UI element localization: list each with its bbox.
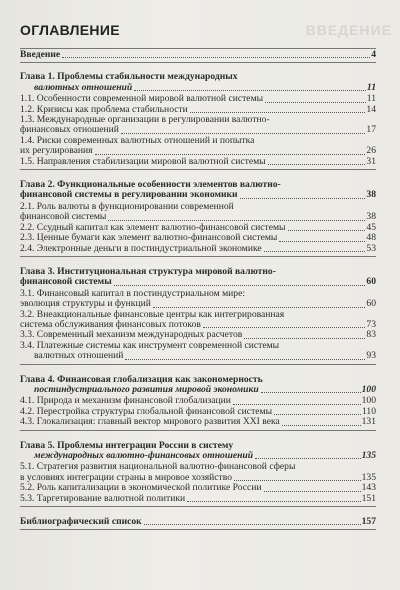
toc-page-number: 151 [361,492,376,504]
chapter-title-text: финансовой системы в регулировании экономики [20,189,238,201]
dot-leader [282,425,361,426]
toc-page-number: 83 [366,329,376,341]
toc-page-number: 60 [366,298,376,310]
dot-leader [203,327,365,328]
toc-entry [20,494,376,504]
toc-entry-label: 5.3. Таргетирование валютной политики [20,492,186,504]
toc-page-number: 11 [366,81,376,93]
chapter-heading [20,72,376,93]
toc-entry-label: 1.5. Направления стабилизации мировой валютной системы [20,155,266,167]
dot-leader [265,102,366,103]
toc-entry-label: 3.2. Внеакциональные финансовые центры как интегрированная [20,308,285,320]
toc-entry-label: 2.3. Ценные бумаги как элемент валютно-финансовой системы [20,232,278,244]
toc-entry [20,417,376,427]
toc-entry-bibliography [20,517,376,527]
toc-entry-label: 2.1. Роль валюты в функционировании современной [20,200,234,212]
dot-leader [255,458,361,459]
toc-entry [20,157,376,167]
dot-leader [234,480,361,481]
toc-entry-label: 3.1. Финансовый капитал в постиндустриальном мире: [20,287,245,299]
toc-page-number: 26 [366,145,376,157]
dot-leader [233,404,361,405]
chapter-title-text: международных валютно-финансовых отношений [34,450,254,461]
toc-intro-section [20,48,376,63]
toc-entry-label: 5.2. Роль капитализации в экономической политике России [20,482,262,494]
toc-entry [20,351,376,361]
dot-leader [268,164,366,165]
toc-page-number: 110 [361,405,376,417]
toc-chapter-5 [20,441,376,507]
dot-leader [121,133,365,134]
toc-entry-label: их регулирования [20,145,93,157]
toc-entry-label: Библиографический список [20,516,142,528]
dot-leader [244,338,365,339]
chapter-title-text: валютных отношений [34,81,133,93]
toc-page-number: 100 [361,395,376,407]
chapter-title-last-line [20,451,376,461]
toc-page-number: 31 [366,155,376,167]
chapter-heading [20,441,376,462]
toc-page-number: 11 [366,93,376,105]
toc-entry [20,233,376,243]
toc-entry-label: 5.1. Стратегия развития национальной валютно-финансовой сферы [20,461,296,473]
toc-page-number: 143 [361,482,376,494]
dot-leader [62,57,370,58]
page-title: ОГЛАВЛЕНИЕ [20,22,120,38]
chapter-title-text: постиндустриального развития мировой экономики [34,383,259,395]
dot-leader [264,491,361,492]
toc-page-number: 100 [361,383,376,395]
toc-entry-intro [20,50,376,60]
toc-page-number: 157 [361,516,376,528]
dot-leader [190,112,366,113]
dot-leader [240,198,366,199]
dot-leader [134,90,366,91]
chapter-title-line: Глава 4. Финансовая глобализация как закономерность [20,373,263,385]
toc-page-number: 131 [361,416,376,428]
toc-entry-label: 4.3. Глокализация: главный вектор мирового развития XXI века [20,416,280,428]
toc-entry-label: в условиях интеграции страны в мировое хозяйство [20,471,232,483]
chapter-title-line: Глава 5. Проблемы интеграции России в систему [20,439,234,451]
toc-entry [20,299,376,309]
toc-entry [20,244,376,254]
toc-entry-label: система обслуживания финансовых потоков [20,318,201,330]
toc-page-number: 135 [361,471,376,483]
toc-entry-label: валютных отношений [34,350,124,362]
chapter-heading [20,180,376,201]
chapter-title-line: Глава 3. Институциональная структура мировой валютно- [20,265,276,277]
dot-leader [125,359,365,360]
chapter-title-last-line [20,83,376,93]
toc-chapter-3 [20,267,376,365]
toc-entry-label: 2.2. Ссудный капитал как элемент валютно-финансовой системы [20,221,286,233]
bleed-through-heading: ВВЕДЕНИЕ [305,22,392,38]
toc-page-number: 38 [366,211,376,223]
dot-leader [114,285,366,286]
chapter-heading [20,375,376,396]
toc-entry-label: 1.1. Особенности современной мировой валютной системы [20,93,264,105]
toc-page-number: 60 [366,276,376,288]
toc-entry-label: 1.2. Кризисы как проблема стабильности [20,103,188,115]
dot-leader [95,154,366,155]
chapter-title-text: финансовой системы [20,276,112,288]
toc-entry-label: финансовых отношений [20,124,119,136]
toc-page-number: 53 [366,242,376,254]
toc-entry-label: финансовой системы [20,211,107,223]
toc-chapter-1 [20,72,376,170]
toc-page-number: 17 [366,124,376,136]
toc-entry-label: 1.4. Риски современных валютных отношений и попытка [20,134,255,146]
toc-chapter-2 [20,180,376,257]
dot-leader [144,524,361,525]
table-of-contents [20,48,376,530]
chapter-title-last-line [20,385,376,395]
dot-leader [288,230,366,231]
toc-page-number: 48 [366,232,376,244]
dot-leader [187,501,360,502]
toc-page-number: 38 [366,189,376,201]
dot-leader [274,414,361,415]
toc-page-number: 4 [371,49,376,60]
toc-chapter-4 [20,375,376,431]
chapter-title-line: Глава 1. Проблемы стабильности международных [20,71,238,83]
toc-entry-label: 2.4. Электронные деньги в постиндустриальной экономике [20,242,262,254]
toc-page-number: 14 [366,103,376,115]
dot-leader [264,251,366,252]
toc-entry-label: 4.1. Природа и механизм финансовой глобализации [20,395,231,407]
chapter-title-last-line [20,190,376,200]
toc-entry-label: 3.4. Платежные системы как инструмент современной системы [20,339,280,351]
toc-entry-label: 4.2. Перестройка структуры глобальной финансовой системы [20,405,273,417]
toc-entry-label: 3.3. Современный механизм международных расчетов [20,329,243,341]
toc-entry-label: Введение [20,49,61,60]
toc-bibliography-section [20,517,376,530]
chapter-title-line: Глава 2. Функциональные особенности элементов валютно- [20,179,281,191]
toc-entry-label: эволюция структуры и функций [20,298,151,310]
dot-leader [279,241,365,242]
toc-page-number: 73 [366,318,376,330]
chapter-title-last-line [20,277,376,287]
toc-page-number: 45 [366,221,376,233]
toc-page-number: 135 [361,450,376,461]
chapter-heading [20,267,376,288]
dot-leader [153,307,366,308]
toc-entry-label: 1.3. Международные организации в регулировании валютно- [20,114,270,126]
toc-page-number: 93 [366,350,376,362]
dot-leader [108,220,365,221]
dot-leader [261,392,361,393]
